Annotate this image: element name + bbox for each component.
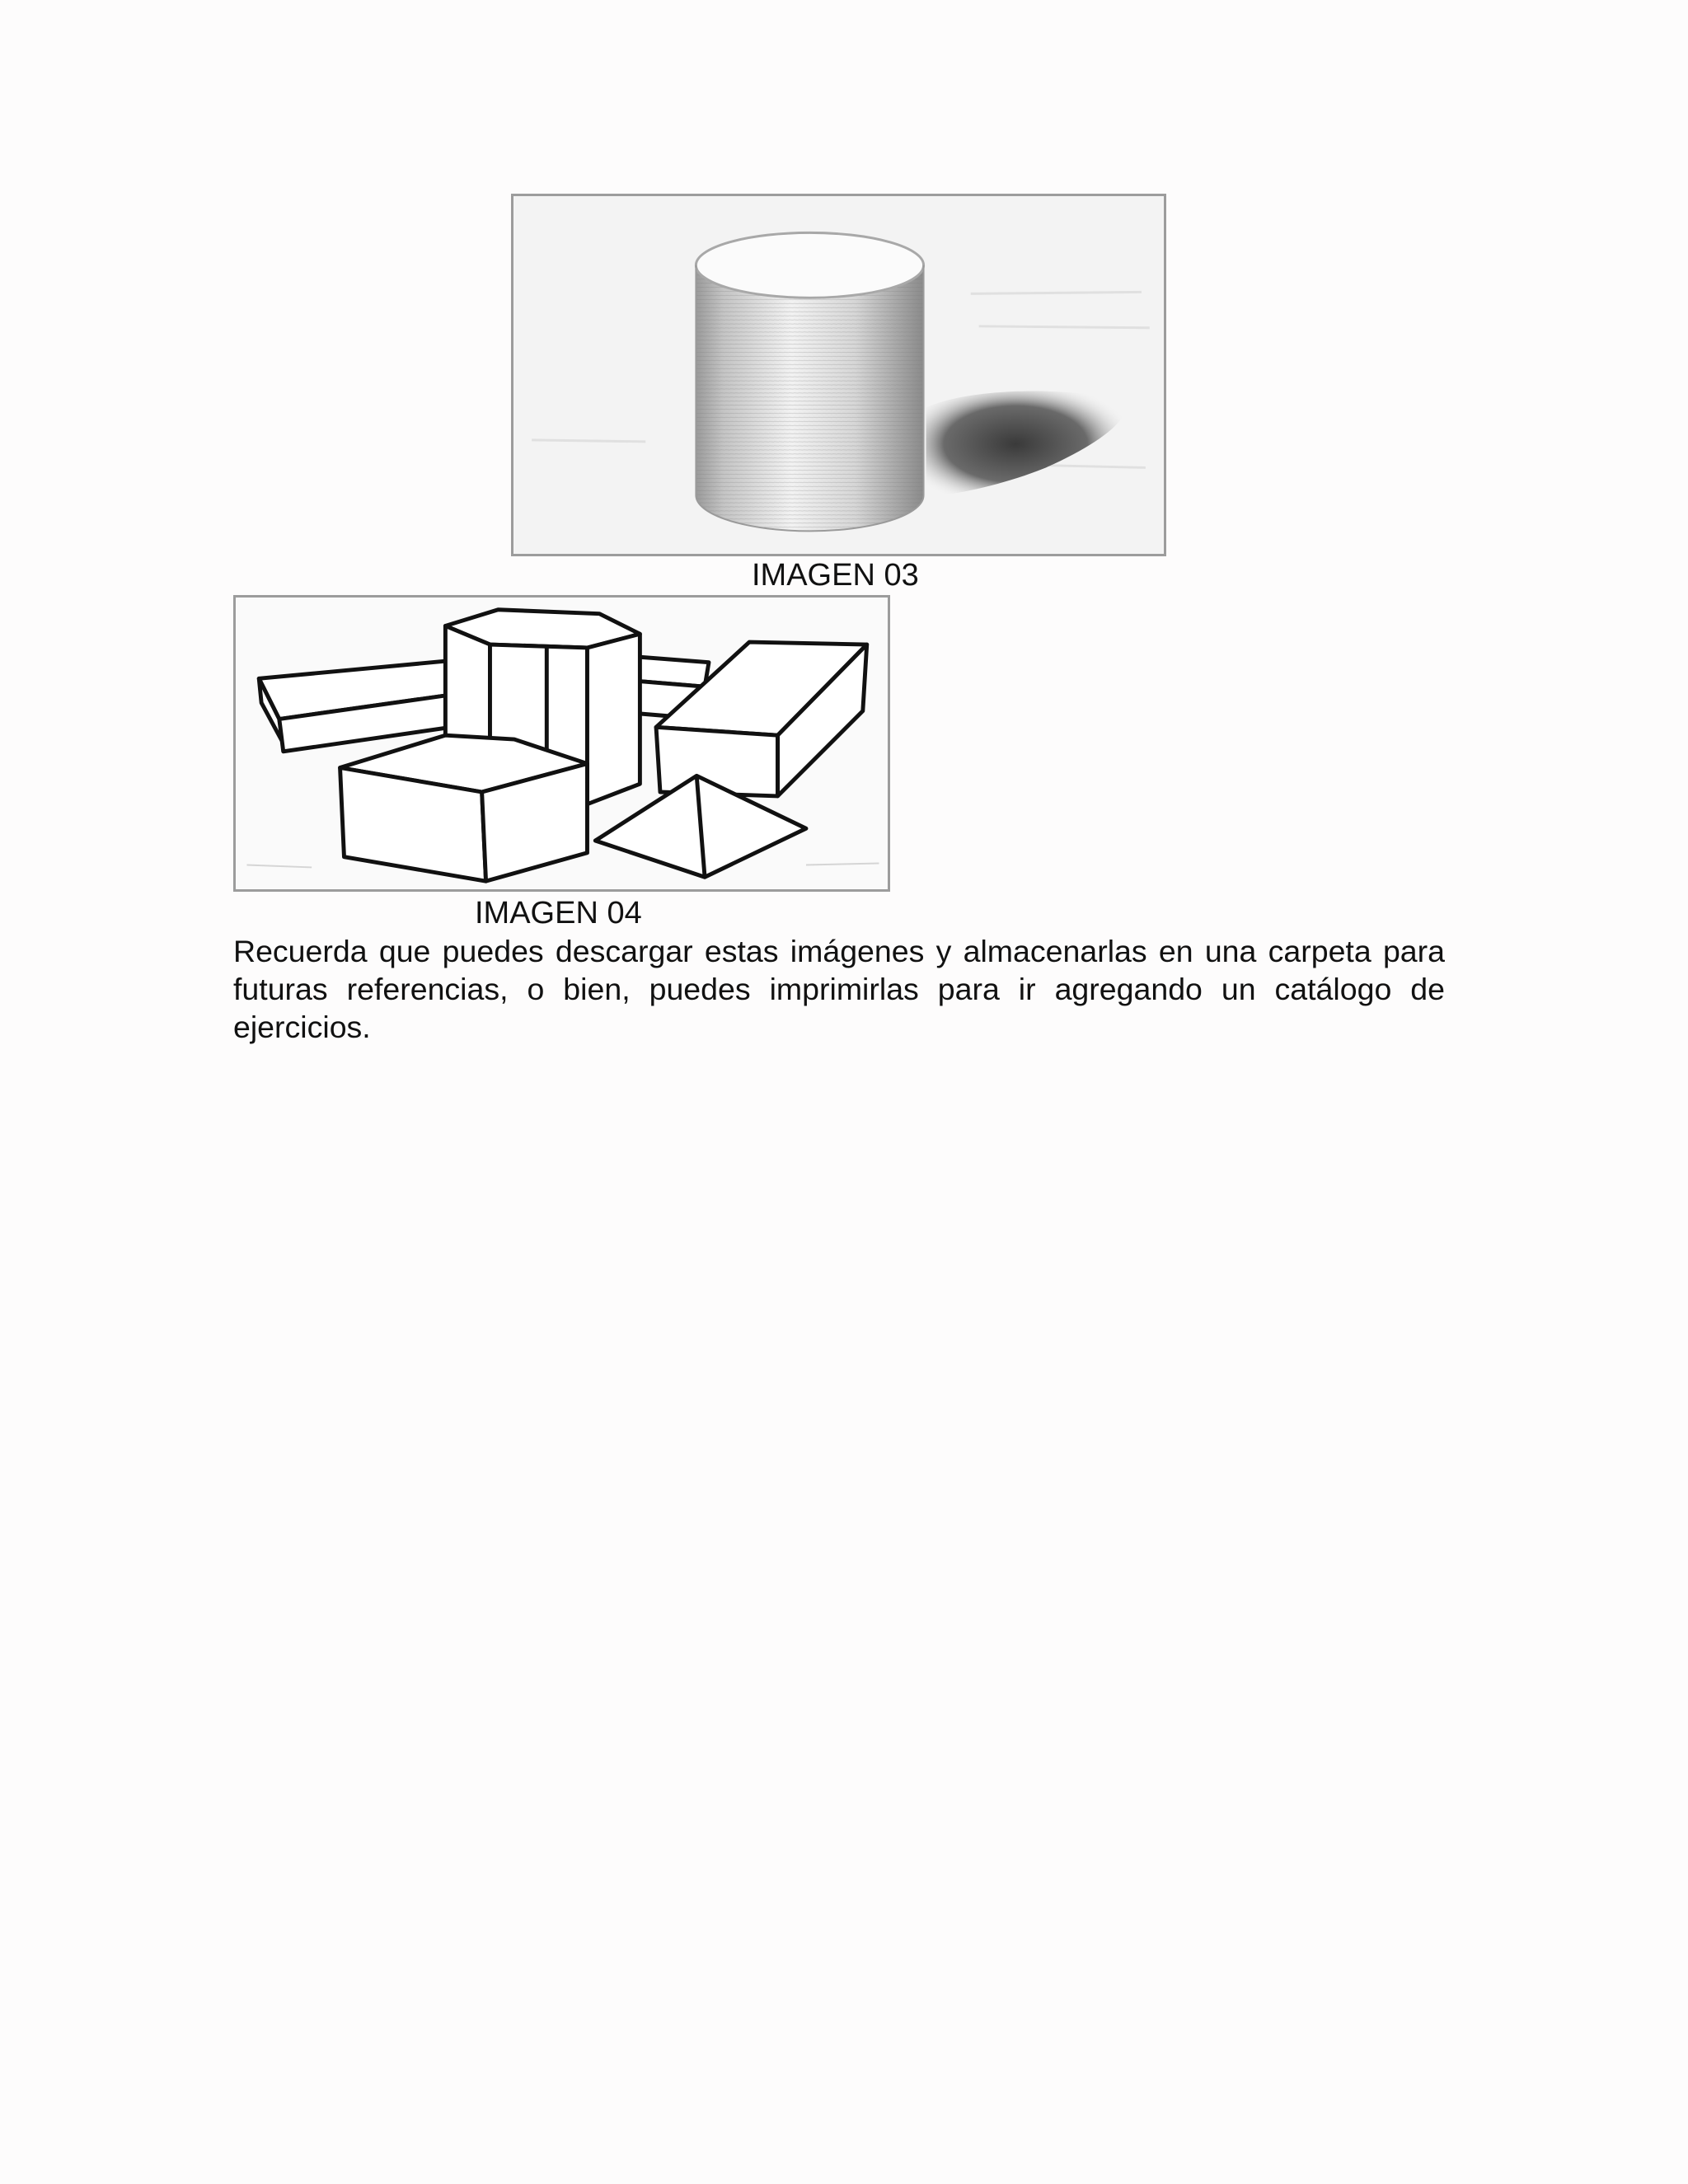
body-paragraph: Recuerda que puedes descargar estas imágenes y almacenarlas en una carpeta para futuras referencias, o bien, puedes imprimirlas para ir agregando un catálogo de ejercicios.	[233, 934, 1445, 1044]
cylinder-drawing	[513, 196, 1164, 554]
figure-caption: IMAGEN 03	[752, 558, 919, 593]
geometric-solids-drawing	[236, 598, 888, 889]
flat-slab-solid	[259, 661, 451, 752]
figure-cylinder-image	[511, 194, 1166, 556]
cylinder-top	[696, 232, 923, 298]
figure-caption: IMAGEN 04	[475, 896, 642, 930]
front-box-solid	[340, 735, 588, 881]
figure-solids-image	[233, 595, 890, 892]
